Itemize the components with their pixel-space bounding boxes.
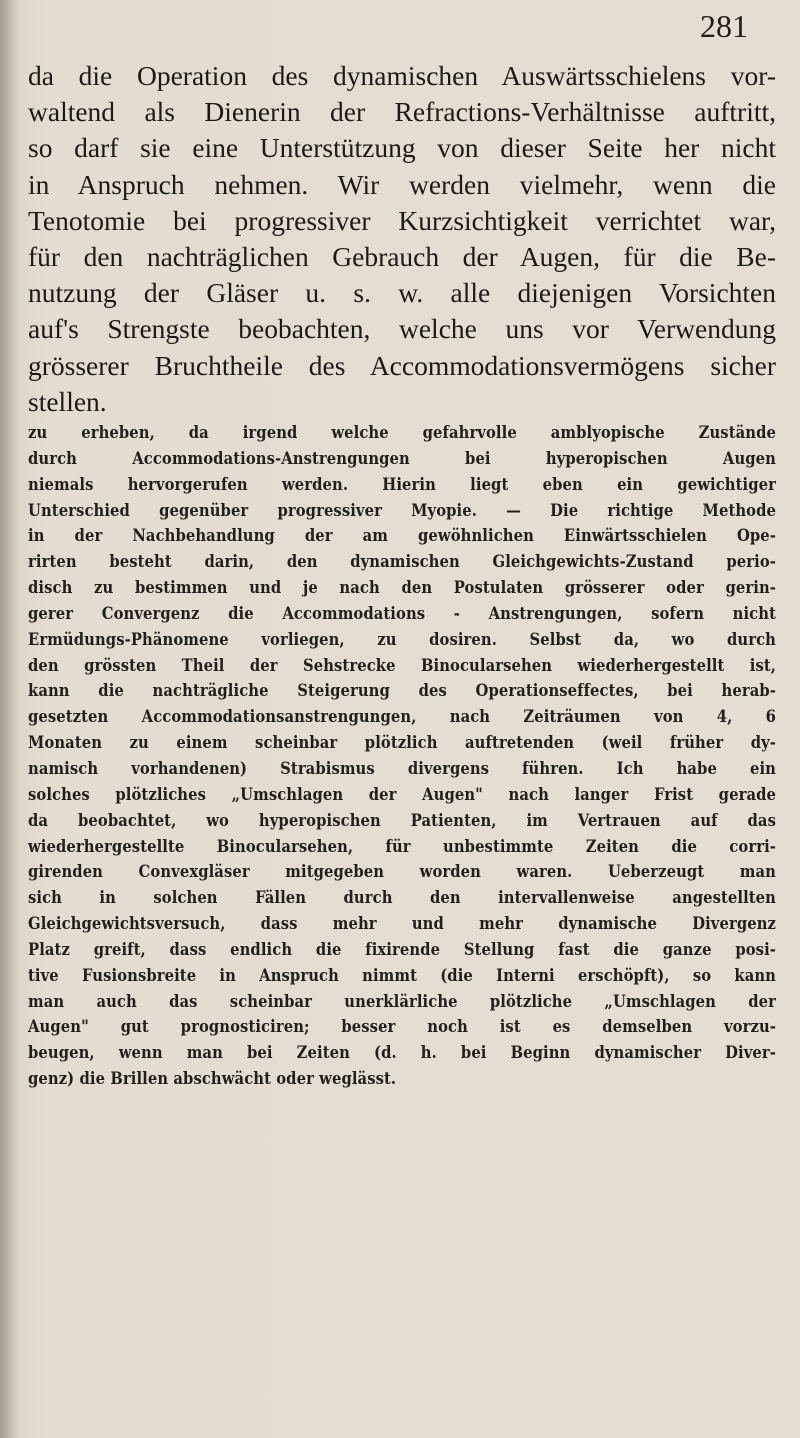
body-line: zu erheben, da irgend welche gefahrvolle amblyopische Zustände [28,423,776,442]
body-line: niemals hervorgerufen werden. Hierin liegt eben ein gewichtiger [28,474,776,494]
lead-line: für den nachträglichen Gebrauch der Augen, für die Be- [28,241,776,273]
body-line: beugen, wenn man bei Zeiten (d. h. bei Beginn dynamischer Diver- [28,1043,776,1063]
body-line: genz) die Brillen abschwächt oder weglässt. [28,1069,397,1089]
body-line: solches plötzliches „Umschlagen der Augen" nach langer Frist gerade [28,784,776,804]
lead-line: auf's Strengste beobachten, welche uns vor Verwendung [28,313,776,345]
body-line: Unterschied gegenüber progressiver Myopie. — Die richtige Methode [28,500,776,520]
body-line: sich in solchen Fällen durch den intervallenweise angestellten [28,888,776,908]
lead-line: stellen. [28,385,107,417]
body-line: man auch das scheinbar unerklärliche plötzliche „Umschlagen der [28,991,776,1011]
body-line: durch Accommodations-Anstrengungen bei hyperopischen Augen [28,448,776,468]
body-line: rirten besteht darin, den dynamischen Gleichgewichts-Zustand perio- [28,552,776,572]
body-line: Augen" gut prognosticiren; besser noch ist es demselben vorzu- [28,1017,776,1037]
body-line: Gleichgewichtsversuch, dass mehr und mehr dynamische Divergenz [28,914,776,934]
lead-line: so darf sie eine Unterstützung von dieser Seite her nicht [28,132,776,164]
body-line: wiederhergestellte Binocularsehen, für unbestimmte Zeiten die corri- [28,836,776,856]
small-print-paragraph [28,420,776,1092]
lead-line: Tenotomie bei progressiver Kurzsichtigkeit verrichtet war, [28,204,776,236]
body-line: girenden Convexgläser mitgegeben worden waren. Ueberzeugt man [28,862,776,882]
page-number: 281 [700,8,748,44]
body-line: gesetzten Accommodationsanstrengungen, nach Zeiträumen von 4, 6 [28,707,776,727]
body-line: gerer Convergenz die Accommodations - Anstrengungen, sofern nicht [28,603,776,623]
body-line: den grössten Theil der Sehstrecke Binocularsehen wiederhergestellt ist, [28,655,776,675]
spine-shadow [0,0,20,1438]
body-line: Platz greift, dass endlich die fixirende Stellung fast die ganze posi- [28,939,776,959]
body-line: tive Fusionsbreite in Anspruch nimmt (die Interni erschöpft), so kann [28,965,776,985]
lead-line: da die Operation des dynamischen Auswärtsschielens vor- [28,60,776,91]
lead-line: waltend als Dienerin der Refractions-Verhältnisse auftritt, [28,96,776,128]
body-line: kann die nachträgliche Steigerung des Operationseffectes, bei herab- [28,681,776,701]
body-line: namisch vorhandenen) Strabismus divergens führen. Ich habe ein [28,758,776,778]
body-line: disch zu bestimmen und je nach den Postulaten grösserer oder gerin- [28,578,776,598]
lead-line: in Anspruch nehmen. Wir werden vielmehr, wenn die [28,168,776,200]
body-line: da beobachtet, wo hyperopischen Patienten, im Vertrauen auf das [28,810,776,830]
body-line: in der Nachbehandlung der am gewöhnlichen Einwärtsschielen Ope- [28,526,776,546]
lead-paragraph [28,58,776,420]
body-line: Ermüdungs-Phänomene vorliegen, zu dosiren. Selbst da, wo durch [28,629,776,649]
lead-line: grösserer Bruchtheile des Accommodationsvermögens sicher [28,349,776,381]
lead-line: nutzung der Gläser u. s. w. alle diejenigen Vorsichten [28,277,776,309]
body-line: Monaten zu einem scheinbar plötzlich auftretenden (weil früher dy- [28,733,776,753]
